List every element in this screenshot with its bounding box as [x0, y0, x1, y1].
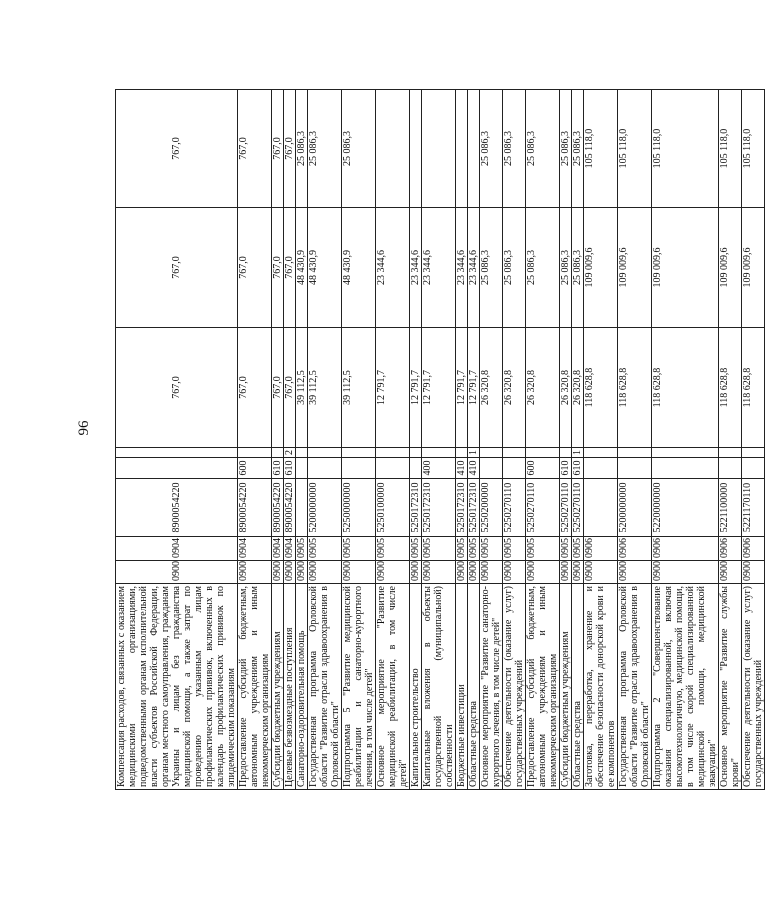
row-value-2-cell: 109 009,6 — [652, 208, 719, 328]
row-note-cell — [503, 448, 526, 458]
row-value-1-cell: 12 791,7 — [410, 328, 422, 448]
row-note-cell — [719, 448, 742, 458]
row-code-cell: 0900 — [238, 561, 272, 584]
row-vr-cell: 600 — [238, 458, 272, 479]
row-note-cell — [342, 448, 376, 458]
row-value-2-cell: 23 344,6 — [422, 208, 456, 328]
row-value-1-cell: 39 112,5 — [342, 328, 376, 448]
table-row — [719, 90, 742, 790]
row-section-cell: 0905 — [526, 537, 560, 561]
row-vr-cell: 410 — [456, 458, 468, 479]
table-row — [272, 90, 284, 790]
row-article-cell: 8900054220 — [272, 479, 284, 537]
row-article-cell: 5200000000 — [308, 479, 342, 537]
row-vr-cell: 610 — [560, 458, 572, 479]
row-note-cell — [422, 448, 456, 458]
row-name-cell: Субсидии бюджетным учреждениям — [560, 584, 572, 790]
row-code-cell: 0900 — [719, 561, 742, 584]
row-note-cell: 1 — [572, 448, 584, 458]
row-code-cell: 0900 — [742, 561, 765, 584]
row-note-cell: 2 — [284, 448, 296, 458]
table-row — [618, 90, 652, 790]
row-section-cell: 0905 — [560, 537, 572, 561]
row-value-3-cell: 25 086,3 — [308, 90, 342, 208]
row-value-3-cell: 25 086,3 — [560, 90, 572, 208]
row-value-3-cell: 25 086,3 — [503, 90, 526, 208]
table-row — [308, 90, 342, 790]
row-value-1-cell: 39 112,5 — [308, 328, 342, 448]
row-name-cell: Государственная программа Орловской области "Развитие отрасли здравоохранения в Орловской области" — [618, 584, 652, 790]
table-row — [422, 90, 456, 790]
row-article-cell — [584, 479, 618, 537]
row-value-2-cell: 109 009,6 — [618, 208, 652, 328]
row-vr-cell — [742, 458, 765, 479]
row-value-3-cell: 25 086,3 — [526, 90, 560, 208]
row-section-cell: 0905 — [456, 537, 468, 561]
row-value-2-cell: 48 430,9 — [342, 208, 376, 328]
row-article-cell: 5250100000 — [376, 479, 410, 537]
row-value-2-cell: 23 344,6 — [456, 208, 468, 328]
row-value-3-cell: 25 086,3 — [572, 90, 584, 208]
row-section-cell: 0906 — [584, 537, 618, 561]
row-vr-cell — [480, 458, 503, 479]
row-vr-cell — [719, 458, 742, 479]
row-value-1-cell: 26 320,8 — [480, 328, 503, 448]
row-name-cell: Предоставление субсидий бюджетным, автономным учреждениям и иным некоммерческим организациям — [526, 584, 560, 790]
row-value-2-cell: 109 009,6 — [742, 208, 765, 328]
row-code-cell: 0900 — [468, 561, 480, 584]
budget-table — [115, 89, 765, 790]
row-code-cell: 0900 — [526, 561, 560, 584]
table-row — [284, 90, 296, 790]
row-code-cell: 0900 — [116, 561, 238, 584]
row-note-cell — [526, 448, 560, 458]
row-section-cell: 0905 — [410, 537, 422, 561]
row-value-1-cell: 767,0 — [116, 328, 238, 448]
row-code-cell: 0900 — [560, 561, 572, 584]
row-value-2-cell: 767,0 — [284, 208, 296, 328]
row-name-cell: Основное мероприятие "Развитие санаторно-курортного лечения, в том числе детей" — [480, 584, 503, 790]
row-vr-cell — [116, 458, 238, 479]
row-name-cell: Бюджетные инвестиции — [456, 584, 468, 790]
row-value-1-cell: 12 791,7 — [468, 328, 480, 448]
table-row — [376, 90, 410, 790]
row-value-1-cell: 767,0 — [272, 328, 284, 448]
row-value-3-cell: 25 086,3 — [342, 90, 376, 208]
row-name-cell: Санаторно-оздоровительная помощь — [296, 584, 308, 790]
table-row — [296, 90, 308, 790]
row-article-cell: 5221100000 — [719, 479, 742, 537]
row-value-3-cell: 767,0 — [284, 90, 296, 208]
row-code-cell: 0900 — [342, 561, 376, 584]
table-row — [572, 90, 584, 790]
row-value-1-cell: 12 791,7 — [456, 328, 468, 448]
row-vr-cell — [342, 458, 376, 479]
row-value-2-cell: 25 086,3 — [526, 208, 560, 328]
row-value-1-cell: 26 320,8 — [503, 328, 526, 448]
row-note-cell — [376, 448, 410, 458]
row-value-2-cell: 25 086,3 — [560, 208, 572, 328]
row-value-3-cell: 25 086,3 — [296, 90, 308, 208]
row-article-cell: 5250270110 — [503, 479, 526, 537]
row-value-1-cell: 26 320,8 — [526, 328, 560, 448]
row-name-cell: Заготовка, переработка, хранение и обеспечение безопасности донорской крови и ее компонентов — [584, 584, 618, 790]
row-code-cell: 0900 — [618, 561, 652, 584]
row-value-3-cell — [410, 90, 422, 208]
row-value-1-cell: 12 791,7 — [376, 328, 410, 448]
row-section-cell: 0906 — [652, 537, 719, 561]
row-value-3-cell — [456, 90, 468, 208]
table-row — [456, 90, 468, 790]
row-section-cell: 0905 — [480, 537, 503, 561]
row-note-cell — [652, 448, 719, 458]
row-vr-cell — [584, 458, 618, 479]
row-section-cell: 0905 — [342, 537, 376, 561]
row-value-3-cell: 25 086,3 — [480, 90, 503, 208]
row-value-2-cell: 23 344,6 — [468, 208, 480, 328]
row-vr-cell: 600 — [526, 458, 560, 479]
row-value-2-cell: 25 086,3 — [503, 208, 526, 328]
row-article-cell: 5250270110 — [560, 479, 572, 537]
row-note-cell — [308, 448, 342, 458]
table-row — [480, 90, 503, 790]
row-section-cell: 0905 — [422, 537, 456, 561]
row-vr-cell: 410 — [468, 458, 480, 479]
row-section-cell: 0905 — [468, 537, 480, 561]
row-value-3-cell: 105 118,0 — [618, 90, 652, 208]
row-vr-cell — [376, 458, 410, 479]
row-name-cell: Капитальное строительство — [410, 584, 422, 790]
row-name-cell: Областные средства — [468, 584, 480, 790]
row-code-cell: 0900 — [584, 561, 618, 584]
row-section-cell: 0904 — [284, 537, 296, 561]
row-value-2-cell: 23 344,6 — [376, 208, 410, 328]
row-article-cell: 8900054220 — [116, 479, 238, 537]
row-note-cell — [584, 448, 618, 458]
row-value-1-cell: 26 320,8 — [560, 328, 572, 448]
table-row — [410, 90, 422, 790]
row-code-cell: 0900 — [308, 561, 342, 584]
row-note-cell — [742, 448, 765, 458]
row-value-3-cell: 105 118,0 — [652, 90, 719, 208]
row-value-2-cell: 109 009,6 — [584, 208, 618, 328]
row-value-2-cell: 25 086,3 — [572, 208, 584, 328]
row-name-cell: Обеспечение деятельности (оказание услуг) государственных учреждений — [742, 584, 765, 790]
row-value-1-cell: 26 320,8 — [572, 328, 584, 448]
row-article-cell: 5221170110 — [742, 479, 765, 537]
table-row — [503, 90, 526, 790]
row-note-cell — [116, 448, 238, 458]
row-note-cell — [456, 448, 468, 458]
row-value-3-cell — [422, 90, 456, 208]
row-note-cell — [272, 448, 284, 458]
row-note-cell: 1 — [468, 448, 480, 458]
row-value-1-cell: 118 628,8 — [618, 328, 652, 448]
row-note-cell — [238, 448, 272, 458]
row-article-cell: 5250172310 — [410, 479, 422, 537]
row-value-3-cell — [468, 90, 480, 208]
row-code-cell: 0900 — [272, 561, 284, 584]
row-article-cell: 5250270110 — [526, 479, 560, 537]
row-value-2-cell: 767,0 — [116, 208, 238, 328]
row-value-3-cell: 105 118,0 — [584, 90, 618, 208]
row-value-3-cell: 767,0 — [116, 90, 238, 208]
row-note-cell — [480, 448, 503, 458]
row-section-cell: 0906 — [618, 537, 652, 561]
row-name-cell: Обеспечение деятельности (оказание услуг) государственных учреждений — [503, 584, 526, 790]
row-code-cell: 0900 — [296, 561, 308, 584]
row-name-cell: Предоставление субсидий бюджетным, автономным учреждениям и иным некоммерческим организациям — [238, 584, 272, 790]
row-value-3-cell — [376, 90, 410, 208]
table-row — [584, 90, 618, 790]
row-value-1-cell: 118 628,8 — [652, 328, 719, 448]
row-vr-cell: 610 — [284, 458, 296, 479]
row-section-cell: 0904 — [116, 537, 238, 561]
row-value-1-cell: 767,0 — [238, 328, 272, 448]
row-value-1-cell: 767,0 — [284, 328, 296, 448]
table-row — [652, 90, 719, 790]
row-name-cell: Областные средства — [572, 584, 584, 790]
row-note-cell — [618, 448, 652, 458]
row-code-cell: 0900 — [456, 561, 468, 584]
row-value-1-cell: 118 628,8 — [742, 328, 765, 448]
row-code-cell: 0900 — [410, 561, 422, 584]
row-value-2-cell: 767,0 — [238, 208, 272, 328]
row-section-cell: 0905 — [503, 537, 526, 561]
row-name-cell: Подпрограмма 5 "Развитие медицинской реабилитации и санаторно-курортного лечения, в том числе детей" — [342, 584, 376, 790]
page-number: 96 — [76, 420, 92, 436]
row-article-cell: 8900054220 — [238, 479, 272, 537]
row-section-cell: 0906 — [719, 537, 742, 561]
row-name-cell: Капитальные вложения в объекты государственной (муниципальной) собственности — [422, 584, 456, 790]
row-vr-cell — [503, 458, 526, 479]
row-section-cell: 0905 — [296, 537, 308, 561]
row-name-cell: Компенсация расходов, связанных с оказанием медицинскими организациями, подведомственными органам исполнительной власти субъектов Российской Федерации, органам местного самоуправления, гражданам Украины и лицам без гражданства медицинской помощи, а также затрат по проведению указанным лицам профилактических прививок, включенных в календарь профилактических прививок по эпидемическим показаниям — [116, 584, 238, 790]
row-vr-cell: 400 — [422, 458, 456, 479]
table-row — [116, 90, 238, 790]
row-name-cell: Целевые безвозмездные поступления — [284, 584, 296, 790]
row-code-cell: 0900 — [480, 561, 503, 584]
row-article-cell: 5200000000 — [618, 479, 652, 537]
row-note-cell — [296, 448, 308, 458]
row-value-1-cell: 118 628,8 — [719, 328, 742, 448]
row-article-cell: 5250172310 — [456, 479, 468, 537]
table-row — [560, 90, 572, 790]
row-article-cell: 5250270110 — [572, 479, 584, 537]
table-row — [526, 90, 560, 790]
row-article-cell: 5250200000 — [480, 479, 503, 537]
row-value-3-cell: 767,0 — [238, 90, 272, 208]
row-name-cell: Субсидии бюджетным учреждениям — [272, 584, 284, 790]
row-value-2-cell: 25 086,3 — [480, 208, 503, 328]
row-code-cell: 0900 — [376, 561, 410, 584]
row-vr-cell — [308, 458, 342, 479]
table-row — [342, 90, 376, 790]
row-value-3-cell: 767,0 — [272, 90, 284, 208]
row-note-cell — [560, 448, 572, 458]
row-value-2-cell: 48 430,9 — [296, 208, 308, 328]
row-section-cell: 0904 — [238, 537, 272, 561]
rotated-table-wrapper — [115, 90, 764, 790]
row-article-cell: 5220000000 — [652, 479, 719, 537]
row-section-cell: 0905 — [572, 537, 584, 561]
row-value-1-cell: 39 112,5 — [296, 328, 308, 448]
row-name-cell: Подпрограмма 2 "Совершенствование оказания специализированной, включая высокотехнологичную, медицинской помощи, в том числе скорой специализированной медицинской помощи, медицинской эвакуации" — [652, 584, 719, 790]
row-name-cell: Основное мероприятие "Развитие медицинской реабилитации, в том числе детей" — [376, 584, 410, 790]
row-code-cell: 0900 — [284, 561, 296, 584]
row-name-cell: Основное мероприятие "Развитие службы крови" — [719, 584, 742, 790]
row-vr-cell — [296, 458, 308, 479]
row-article-cell: 8900054220 — [284, 479, 296, 537]
row-value-1-cell: 12 791,7 — [422, 328, 456, 448]
row-section-cell: 0904 — [272, 537, 284, 561]
row-code-cell: 0900 — [652, 561, 719, 584]
row-value-2-cell: 48 430,9 — [308, 208, 342, 328]
row-value-2-cell: 109 009,6 — [719, 208, 742, 328]
table-row — [742, 90, 765, 790]
row-section-cell: 0905 — [376, 537, 410, 561]
row-vr-cell — [410, 458, 422, 479]
row-article-cell — [296, 479, 308, 537]
row-value-2-cell: 23 344,6 — [410, 208, 422, 328]
row-value-3-cell: 105 118,0 — [719, 90, 742, 208]
row-value-3-cell: 105 118,0 — [742, 90, 765, 208]
row-value-2-cell: 767,0 — [272, 208, 284, 328]
row-vr-cell: 610 — [572, 458, 584, 479]
table-row — [468, 90, 480, 790]
row-name-cell: Государственная программа Орловской области "Развитие отрасли здравоохранения в Орловской области" — [308, 584, 342, 790]
table-row — [238, 90, 272, 790]
row-article-cell: 5250000000 — [342, 479, 376, 537]
row-vr-cell — [618, 458, 652, 479]
row-code-cell: 0900 — [422, 561, 456, 584]
row-code-cell: 0900 — [503, 561, 526, 584]
row-article-cell: 5250172310 — [422, 479, 456, 537]
row-vr-cell: 610 — [272, 458, 284, 479]
row-article-cell: 5250172310 — [468, 479, 480, 537]
row-section-cell: 0906 — [742, 537, 765, 561]
row-value-1-cell: 118 628,8 — [584, 328, 618, 448]
row-note-cell — [410, 448, 422, 458]
row-section-cell: 0905 — [308, 537, 342, 561]
row-vr-cell — [652, 458, 719, 479]
row-code-cell: 0900 — [572, 561, 584, 584]
